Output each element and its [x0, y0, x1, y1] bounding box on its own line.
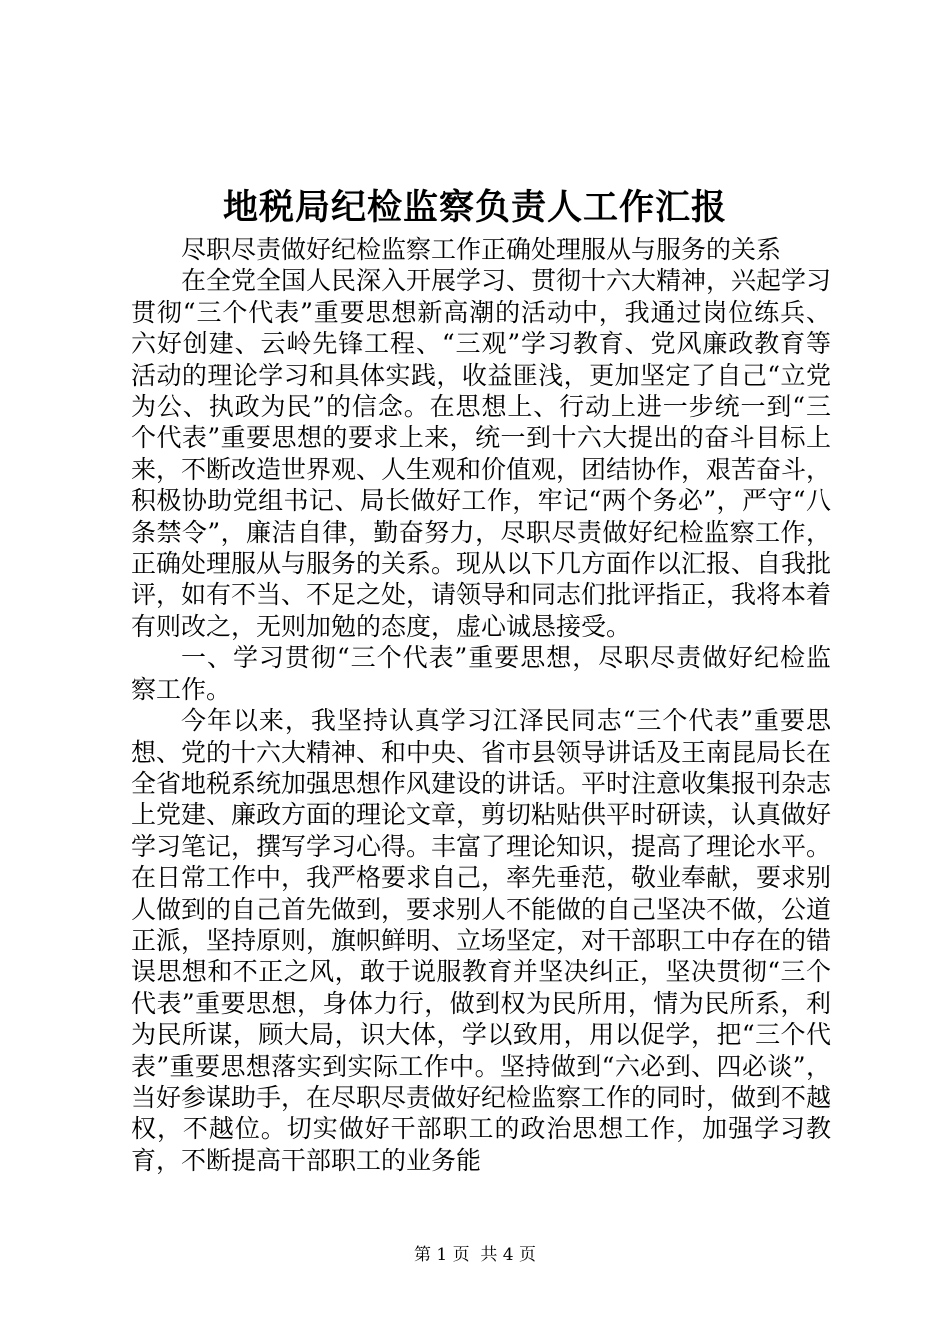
document-body — [131, 234, 831, 1176]
intro-paragraph: 在全党全国人民深入开展学习、贯彻十六大精神，兴起学习贯彻“三个代表”重要思想新高潮的活动中，我通过岗位练兵、六好创建、云岭先锋工程、“三观”学习教育、党风廉政教育等活动的理论学习和具体实践，收益匪浅，更加坚定了自己“立党为公、执政为民”的信念。在思想上、行动上进一步统一到“三个代表”重要思想的要求上来，统一到十六大提出的奋斗目标上来，不断改造世界观、人生观和价值观，团结协作，艰苦奋斗，积极协助党组书记、局长做好工作，牢记“两个务必”，严守“八条禁令”，廉洁自律，勤奋努力，尽职尽责做好纪检监察工作，正确处理服从与服务的关系。现从以下几方面作以汇报、自我批评，如有不当、不足之处，请领导和同志们批评指正，我将本着有则改之，无则加勉的态度，虚心诚恳接受。 — [131, 266, 832, 641]
body-paragraph: 今年以来，我坚持认真学习江泽民同志“三个代表”重要思想、党的十六大精神、和中央、省市县领导讲话及王南昆局长在全省地税系统加强思想作风建设的讲话。平时注意收集报刊杂志上党建、廉政方面的理论文章，剪切粘贴供平时研读，认真做好学习笔记，撰写学习心得。丰富了理论知识，提高了理论水平。在日常工作中，我严格要求自己，率先垂范，敬业奉献，要求别人做到的自己首先做到，要求别人不能做的自己坚决不做，公道正派，坚持原则，旗帜鲜明、立场坚定，对干部职工中存在的错误思想和不正之风，敢于说服教育并坚决纠正，坚决贯彻“三个代表”重要思想，身体力行，做到权为民所用，情为民所系，利为民所谋，顾大局，识大体，学以致用，用以促学，把“三个代表”重要思想落实到实际工作中。坚持做到“六必到、四必谈”，当好参谋助手，在尽职尽责做好纪检监察工作的同时，做到不越权，不越位。切实做好干部职工的政治思想工作，加强学习教育，不断提高干部职工的业务能 — [131, 706, 832, 1175]
section-heading-paragraph: 一、学习贯彻“三个代表”重要思想，尽职尽责做好纪检监察工作。 — [131, 643, 831, 704]
page-footer — [0, 1243, 950, 1267]
document-title: 地税局纪检监察负责人工作汇报 — [222, 187, 727, 228]
page-number: 第 1 页 共 4 页 — [413, 1245, 537, 1265]
subtitle-paragraph: 尽职尽责做好纪检监察工作正确处理服从与服务的关系 — [181, 235, 782, 264]
